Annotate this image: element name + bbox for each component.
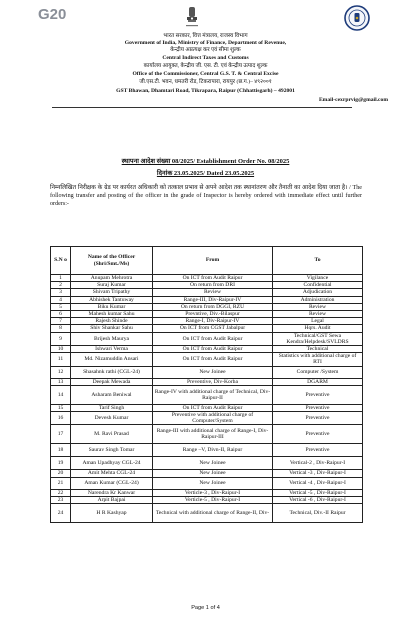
cell-sno: 15	[51, 404, 71, 411]
cell-officer-name: Aman Kumar (CGL-24)	[71, 477, 153, 489]
cell-to: Preventive	[273, 425, 363, 444]
cell-from: Range-IV with additional charge of Technical, Div-Raipur-II	[153, 385, 273, 404]
cell-to: Technical/GST Sewa Kendra/Helpdesk/SVLDRS	[273, 332, 363, 345]
g20-logo	[38, 6, 84, 32]
cell-from: Range-III with additional charge of Range-I, Div-Raipur-III	[153, 425, 273, 444]
cell-to: Preventive	[273, 412, 363, 425]
table-row	[51, 275, 363, 282]
transfer-table	[50, 246, 363, 523]
cell-sno: 7	[51, 318, 71, 325]
table-row	[51, 425, 363, 444]
cell-officer-name: Abhishek Tantuway	[71, 296, 153, 303]
order-number: स्थापना आदेश संख्या 08/2025/ Establishment Order No. 08/2025	[121, 158, 290, 165]
cell-officer-name: H R Kashyap	[71, 504, 153, 523]
table-row	[51, 311, 363, 318]
table-row	[51, 303, 363, 310]
cell-officer-name: Aman Upadhyay CGL-24	[71, 457, 153, 470]
cell-to: Hqrs. Audit	[273, 325, 363, 332]
cell-officer-name: Mahesh kumar Sahu	[71, 311, 153, 318]
cell-officer-name: Asharam Beniwal	[71, 385, 153, 404]
cell-to: Vertical-2 , Div-Raipur-I	[273, 457, 363, 470]
table-row	[51, 385, 363, 404]
header-officer-name: Name of the Officer (Shri/Smt./Ms)	[71, 247, 153, 275]
table-row	[51, 282, 363, 289]
cell-sno: 14	[51, 385, 71, 404]
cell-from: Range-III, Div-Raipur-IV	[153, 296, 273, 303]
cell-sno: 18	[51, 444, 71, 457]
table-row	[51, 318, 363, 325]
cell-from: Technical with additional charge of Range-II, Div-	[153, 504, 273, 523]
cell-to: Review	[273, 311, 363, 318]
header-line-govt: Government of India, Ministry of Finance, Department of Revenue,	[124, 40, 287, 46]
header-from: From	[153, 247, 273, 275]
national-emblem-icon	[183, 5, 201, 31]
page-number: Page 1 of 4	[191, 605, 220, 611]
cell-to: Preventive	[273, 444, 363, 457]
cell-officer-name: Tarif Singh	[71, 404, 153, 411]
cell-from: Range –V, Divn-II, Raipur	[153, 444, 273, 457]
cell-officer-name: Deepak Mewada	[71, 378, 153, 385]
cell-to: Legal	[273, 318, 363, 325]
cell-from: On ICT from Audit Raipur	[153, 346, 273, 353]
cell-sno: 13	[51, 378, 71, 385]
cell-sno: 16	[51, 412, 71, 425]
cell-to: Vertical -6 , Div-Raipur-I	[273, 496, 363, 503]
cell-sno: 9	[51, 332, 71, 345]
cell-sno: 20	[51, 470, 71, 477]
cell-from: Prevntive, Div.-Bilaspur	[153, 311, 273, 318]
cell-from: Verticle-5 , Div-Raipur-I	[153, 496, 273, 503]
table-row	[51, 457, 363, 470]
cell-to: Technical, Div.-II Raipur	[273, 504, 363, 523]
cell-from: New Joinee	[153, 477, 273, 489]
cell-officer-name: Shivam Tripathy	[71, 289, 153, 296]
cell-sno: 11	[51, 353, 71, 366]
cell-officer-name: Rajesh Shinde	[71, 318, 153, 325]
table-row	[51, 296, 363, 303]
table-row	[51, 470, 363, 477]
cell-from: On ICT from Audit Raipur	[153, 332, 273, 345]
email-address: Email-cexrprvig@gmail.com	[318, 97, 388, 103]
cell-officer-name: Arpit Bajpai	[71, 496, 153, 503]
cell-sno: 1	[51, 275, 71, 282]
cell-officer-name: Brijesh Maurya	[71, 332, 153, 345]
cell-sno: 10	[51, 346, 71, 353]
cell-sno: 4	[51, 296, 71, 303]
cell-officer-name: Shiv Shankar Sahu	[71, 325, 153, 332]
header-line-cbic: Central Indirect Taxes and Customs	[162, 55, 249, 61]
cell-sno: 24	[51, 504, 71, 523]
cell-sno: 8	[51, 325, 71, 332]
cell-from: On ICT from CGST Jabalpur	[153, 325, 273, 332]
cell-officer-name: Amit Mehta CGL-24	[71, 470, 153, 477]
cell-to: Preventive	[273, 385, 363, 404]
table-row	[51, 404, 363, 411]
cell-officer-name: Ishwari Verma	[71, 346, 153, 353]
header-line-hindi-office: कार्यालय आयुक्त, केन्द्रीय जी. एस. टी. एवं केन्द्रीय उत्पाद शुल्क	[143, 63, 268, 69]
table-row	[51, 325, 363, 332]
cell-sno: 17	[51, 425, 71, 444]
cell-sno: 2	[51, 282, 71, 289]
cell-officer-name: Devesh Kumar	[71, 412, 153, 425]
cell-sno: 6	[51, 311, 71, 318]
cell-to: DGARM	[273, 378, 363, 385]
cell-from: On ICT from Audit Raipur	[153, 275, 273, 282]
header-to: To	[273, 247, 363, 275]
cell-from: New Joinee	[153, 366, 273, 378]
department-seal-icon	[344, 5, 370, 31]
cell-officer-name: Suraj Kumar	[71, 282, 153, 289]
cell-sno: 5	[51, 303, 71, 310]
table-row	[51, 366, 363, 378]
table-row	[51, 332, 363, 345]
table-row	[51, 378, 363, 385]
cell-to: Technical	[273, 346, 363, 353]
header-divider	[52, 107, 352, 108]
cell-officer-name: Anupam Mehrotra	[71, 275, 153, 282]
table-row	[51, 412, 363, 425]
cell-to: Vertical -4 , Div-Raipur-I	[273, 477, 363, 489]
cell-from: Review	[153, 289, 273, 296]
cell-to: Confidential	[273, 282, 363, 289]
cell-to: Vigilance	[273, 275, 363, 282]
cell-to: Statistics with additional charge of RTI	[273, 353, 363, 366]
intro-paragraph: निम्नलिखित निरीक्षक के ग्रेड पर कार्यरत अधिकारी को तत्काल प्रभाव से अपने आदेश तक स्थानांतरण और तैनाती का आदेश दिया जाता है। / The following transfer and posting of the officer in the grade of Inspector is hereby ordered with immediate effect until further orders:-	[50, 185, 362, 208]
cell-sno: 19	[51, 457, 71, 470]
g20-logo-text: G20	[38, 6, 67, 23]
cell-from: Preventive, Div-Korba	[153, 378, 273, 385]
cell-from: Preventive with additional charge of Computer/System	[153, 412, 273, 425]
cell-from: Verticle-3 , Div-Raipur-I	[153, 489, 273, 496]
table-row	[51, 477, 363, 489]
cell-from: On return from DGGI, RZU	[153, 303, 273, 310]
cell-from: Range-I, Div-Raipur-IV	[153, 318, 273, 325]
cell-sno: 21	[51, 477, 71, 489]
table-row	[51, 289, 363, 296]
table-row	[51, 504, 363, 523]
cell-to: Administration	[273, 296, 363, 303]
table-row	[51, 496, 363, 503]
header-line-hindi-govt: भारत सरकार, वित्त मंत्रालय, राजस्व विभाग	[163, 33, 248, 39]
cell-from: On ICT from Audit Raipur	[153, 404, 273, 411]
cell-to: Review	[273, 303, 363, 310]
cell-officer-name: M. Ravi Prasad	[71, 425, 153, 444]
table-row	[51, 444, 363, 457]
table-header-row	[51, 247, 363, 275]
table-row	[51, 346, 363, 353]
cell-sno: 12	[51, 366, 71, 378]
cell-to: Vertical -3 , Div-Raipur-I	[273, 470, 363, 477]
header-sno: S.N o	[51, 247, 71, 275]
cell-sno: 22	[51, 489, 71, 496]
cell-officer-name: Md. Nizamuddin Ansari	[71, 353, 153, 366]
table-body	[51, 275, 363, 523]
cell-from: On ICT from Audit Raipur	[153, 353, 273, 366]
cell-from: On return from DRI	[153, 282, 273, 289]
cell-officer-name: Shasahnk rathi (CGL-24)	[71, 366, 153, 378]
header-line-hindi-cbic: केन्द्रीय अप्रत्यक्ष कर एवं सीमा शुल्क	[170, 47, 241, 53]
cell-officer-name: Narendra Kr Kanwar	[71, 489, 153, 496]
cell-sno: 23	[51, 496, 71, 503]
table-row	[51, 353, 363, 366]
cell-to: Preventive	[273, 404, 363, 411]
cell-to: Adjudication	[273, 289, 363, 296]
header-line-office: Office of the Commissioner, Central G.S. T. & Central Excise	[132, 71, 279, 77]
cell-to: Computer /System	[273, 366, 363, 378]
cell-officer-name: Biku Kumar	[71, 303, 153, 310]
cell-sno: 3	[51, 289, 71, 296]
cell-from: New Joinee	[153, 457, 273, 470]
header-line-address: GST Bhawan, Dhamtari Road, Tikrapara, Raipur (Chhattisgarh) – 492001	[116, 88, 295, 94]
table-row	[51, 489, 363, 496]
cell-from: New Joinee	[153, 470, 273, 477]
cell-to: Vertical -5 , Div-Raipur-I	[273, 489, 363, 496]
cell-officer-name: Saurav Singh Tomar	[71, 444, 153, 457]
order-date: दिनांक 23.05.2025/ Dated 23.05.2025	[156, 170, 255, 177]
header-line-hindi-address: जी.एस.टी. भवन, धमतरी रोड, टिकरापारा, रायपुर (छ.ग.)– ४९२००१	[139, 79, 272, 85]
